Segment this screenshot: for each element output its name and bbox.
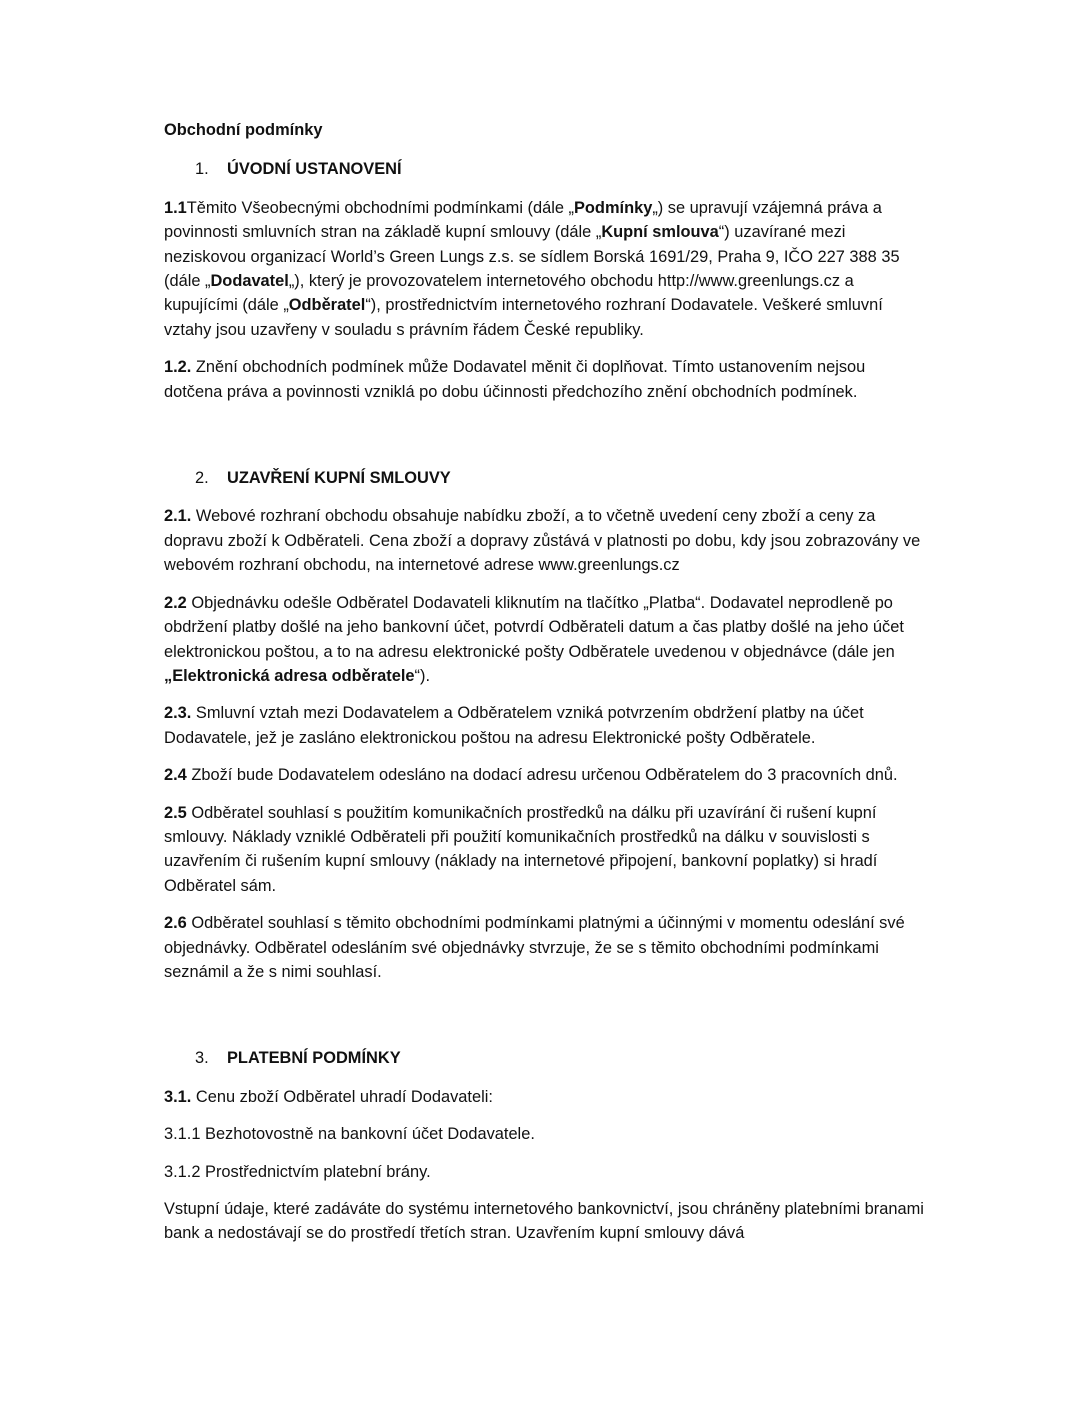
section-spacer <box>164 997 924 1046</box>
section-heading-1 <box>164 157 924 181</box>
paragraph-text: 3.1.2 Prostřednictvím platební brány. <box>164 1162 431 1181</box>
paragraph-3-1-2 <box>164 1160 924 1184</box>
paragraph-text: “) uzavírané mezi neziskovou organizací World’s Green Lungs z.s. se sídlem Borská 1691/29, Praha 9, IČO 227 388 35 (dále „ <box>164 223 900 291</box>
paragraph-text: „), který je provozovatelem internetového obchodu http://www.greenlungs.cz a kupujícími (dále „ <box>164 272 854 315</box>
paragraph-lead: 2.6 <box>164 914 187 933</box>
paragraph-text: Zboží bude Dodavatelem odesláno na dodací adresu určenou Odběratelem do 3 pracovních dnů. <box>186 766 898 785</box>
paragraph-text: Vstupní údaje, které zadáváte do systému internetového bankovnictví, jsou chráněny platebními branami bank a nedostávají se do prostředí třetích stran. Uzavřením kupní smlouvy dává <box>164 1200 924 1243</box>
paragraph-2-5 <box>164 801 924 899</box>
paragraph-1-1 <box>164 196 924 342</box>
section-number: 3. <box>195 1049 209 1068</box>
section-heading-2 <box>164 466 924 490</box>
paragraph-text: “), prostřednictvím internetového rozhraní Dodavatele. Veškeré smluvní vztahy jsou uzavřeny v souladu s právním řádem České republiky. <box>164 296 883 339</box>
paragraph-text: Webové rozhraní obchodu obsahuje nabídku zboží, a to včetně uvedení ceny zboží a ceny za dopravu zboží k Odběrateli. Cena zboží a dopravy zůstává v platnosti po dobu, kdy jsou zobrazovány ve webovém rozhraní obchodu, na internetové adrese www.greenlungs.cz <box>164 507 921 575</box>
paragraph-text: Cenu zboží Odběratel uhradí Dodavateli: <box>191 1087 493 1106</box>
document-title: Obchodní podmínky <box>164 121 323 139</box>
section-title: UZAVŘENÍ KUPNÍ SMLOUVY <box>227 469 451 488</box>
paragraph-1-2 <box>164 355 924 404</box>
section-spacer <box>164 417 924 466</box>
paragraph-lead: 1.1 <box>164 198 187 217</box>
defined-term: „Elektronická adresa odběratele <box>164 666 415 685</box>
defined-term: Kupní smlouva <box>601 223 719 242</box>
defined-term: Podmínky <box>573 198 653 217</box>
paragraph-text: Odběratel souhlasí s těmito obchodními podmínkami platnými a účinnými v momentu odeslání své objednávky. Odběratel odesláním své objednávky stvrzuje, že se s těmito obchodními podmínkami seznámil a že s nimi souhlasí. <box>164 914 905 981</box>
paragraph-text: 3.1.1 Bezhotovostně na bankovní účet Dodavatele. <box>164 1125 535 1144</box>
defined-term: Odběratel <box>288 296 366 315</box>
paragraph-3-1 <box>164 1085 924 1109</box>
paragraph-text: Těmito Všeobecnými obchodními podmínkami (dále „ <box>186 198 574 217</box>
paragraph-3-note <box>164 1197 924 1246</box>
paragraph-lead: 2.2 <box>164 593 187 612</box>
document-page <box>164 118 924 1259</box>
paragraph-3-1-1 <box>164 1122 924 1146</box>
section-number: 1. <box>195 160 209 179</box>
paragraph-lead: 2.4 <box>164 766 187 785</box>
paragraph-text: “). <box>414 666 431 685</box>
paragraph-text: Smluvní vztah mezi Dodavatelem a Odběratelem vzniká potvrzením obdržení platby na účet Dodavatele, jež je zasláno elektronickou poštou na adresu Elektronické pošty Odběratele. <box>164 704 864 747</box>
paragraph-lead: 3.1. <box>164 1087 192 1106</box>
paragraph-lead: 2.1. <box>164 507 192 526</box>
paragraph-lead: 2.3. <box>164 704 192 723</box>
paragraph-lead: 2.5 <box>164 803 187 822</box>
section-title: ÚVODNÍ USTANOVENÍ <box>227 160 402 179</box>
defined-term: Dodavatel <box>210 272 289 291</box>
paragraph-text: Znění obchodních podmínek může Dodavatel měnit či doplňovat. Tímto ustanovením nejsou dotčena práva a povinnosti vzniklá po dobu účinnosti předchozího znění obchodních podmínek. <box>164 358 866 401</box>
paragraph-2-6 <box>164 911 924 984</box>
paragraph-lead: 1.2. <box>164 358 192 377</box>
paragraph-2-2 <box>164 591 924 689</box>
section-heading-3 <box>164 1046 924 1070</box>
paragraph-text: Odběratel souhlasí s použitím komunikačních prostředků na dálku při uzavírání či rušení kupní smlouvy. Náklady vzniklé Odběrateli při použití komunikačních prostředků na dálku v souvislosti s uzavřením či rušením kupní smlouvy (náklady na internetové připojení, bankovní poplatky) si hradí Odběratel sám. <box>164 803 878 895</box>
paragraph-text: Objednávku odešle Odběratel Dodavateli kliknutím na tlačítko „Platba“. Dodavatel neprodleně po obdržení platby došlé na jeho bankovní účet, potvrdí Odběrateli datum a čas platby došlé na jeho účet elektronickou poštou, a to na adresu elektronické pošty Odběratele uvedenou v objednávce (dále jen <box>164 593 904 661</box>
section-number: 2. <box>195 469 209 488</box>
paragraph-2-3 <box>164 701 924 750</box>
paragraph-text: „) se upravují vzájemná práva a povinnosti smluvních stran na základě kupní smlouvy (dále „ <box>164 198 882 242</box>
paragraph-2-4 <box>164 763 924 787</box>
paragraph-2-1 <box>164 504 924 577</box>
section-title: PLATEBNÍ PODMÍNKY <box>227 1049 401 1068</box>
